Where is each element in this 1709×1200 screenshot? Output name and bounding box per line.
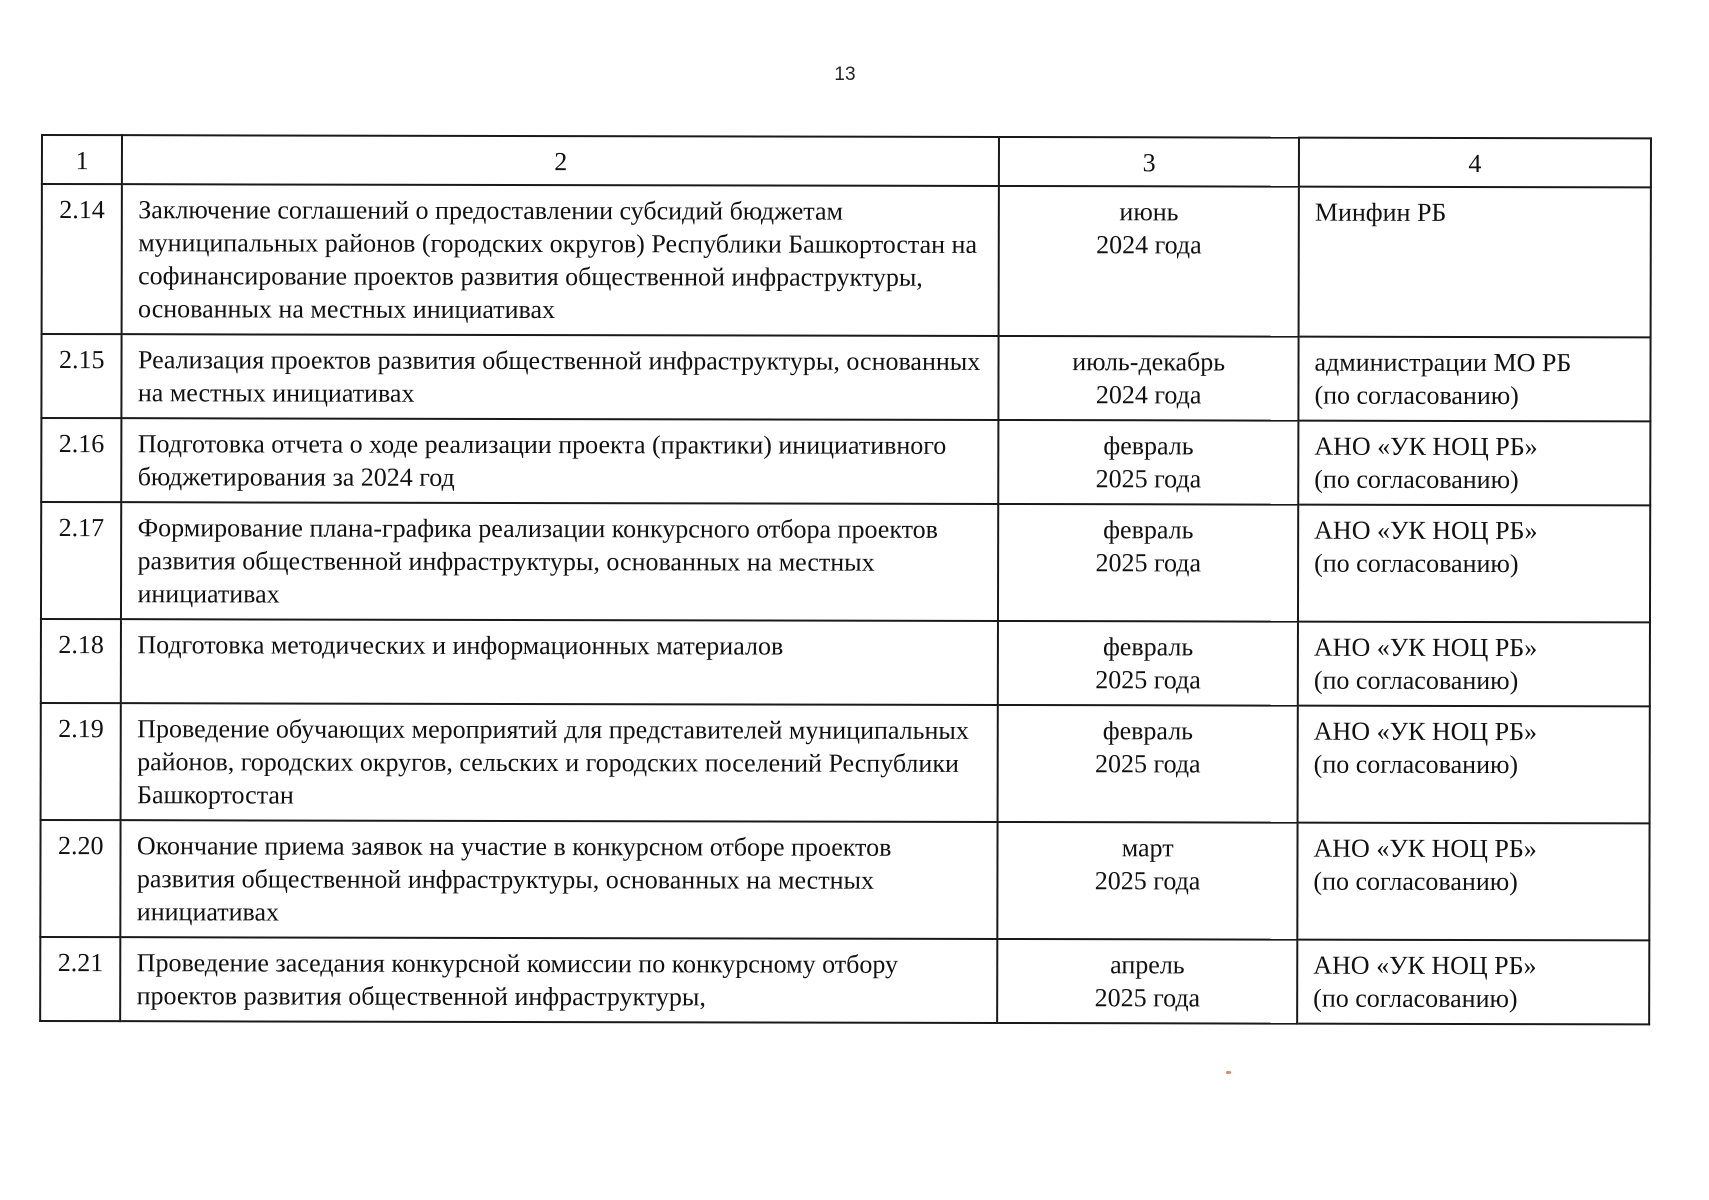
row-number: 2.15 [41,334,122,418]
column-header-task: 2 [122,135,999,186]
term-month: апрель [1110,950,1185,980]
responsible-note: (по согласованию) [1313,866,1518,897]
row-responsible [1298,337,1650,422]
term-year: 2025 года [1094,983,1201,1013]
page-number: 13 [834,64,856,85]
table-row [40,937,1649,1024]
row-responsible [1298,505,1650,623]
responsible-name: АНО «УК НОЦ РБ» [1314,515,1538,546]
row-task: Реализация проектов развития общественной инфраструктуры, основанных на местных инициативах [122,334,999,420]
term-month: февраль [1102,716,1194,746]
row-number: 2.21 [40,937,121,1021]
term-year: 2025 года [1095,749,1201,779]
row-task: Подготовка отчета о ходе реализации проекта (практики) инициативного бюджетирования за 2024 год [122,418,999,504]
row-responsible [1297,823,1649,941]
term-year: 2025 года [1094,866,1201,896]
row-responsible [1297,940,1649,1025]
term-month: февраль [1103,431,1194,461]
term-month: июнь [1119,197,1179,227]
column-header-number: 1 [42,135,123,184]
row-task: Заключение соглашений о предоставлении субсидий бюджетам муниципальных районов (городских округов) Республики Башкортостан на софинансирование проектов развития общественной инфраструктуры, основанных на местных инициативах [122,184,999,336]
row-number: 2.18 [41,619,122,703]
responsible-name: АНО «УК НОЦ РБ» [1313,833,1537,864]
row-task: Окончание приема заявок на участие в конкурсном отборе проектов развития общественной инфраструктуры, основанных на местных инициативах [121,820,998,939]
row-term [999,420,1299,505]
row-number: 2.14 [42,184,123,334]
row-number: 2.17 [41,502,122,619]
term-month: февраль [1102,632,1194,662]
table-header-row [42,135,1651,187]
row-task: Формирование плана-графика реализации конкурсного отбора проектов развития общественной инфраструктуры, основанных на местных инициативах [121,502,998,621]
responsible-name: АНО «УК НОЦ РБ» [1314,431,1538,462]
row-term [998,621,1298,706]
row-term [998,822,1298,940]
column-header-term: 3 [999,137,1299,187]
row-term [997,939,1297,1024]
row-term [999,186,1299,337]
term-month: февраль [1103,515,1194,545]
scan-artifact [1226,1071,1231,1074]
term-year: 2025 года [1095,464,1202,494]
row-task: Подготовка методических и информационных материалов [121,619,998,705]
table-row [41,334,1650,421]
row-term [998,705,1298,823]
table-row [40,820,1649,940]
row-term [999,336,1299,421]
responsible-name: АНО «УК НОЦ РБ» [1313,716,1538,747]
table-row [41,703,1650,823]
row-term [998,504,1298,622]
responsible-name: Минфин РБ [1314,197,1447,227]
term-month: март [1121,833,1174,863]
term-year: 2024 года [1096,230,1202,260]
row-responsible [1298,706,1650,824]
plan-table [39,134,1652,1025]
table-row [41,502,1650,622]
responsible-name: АНО «УК НОЦ РБ» [1313,632,1538,663]
row-number: 2.20 [40,820,121,937]
responsible-note: (по согласованию) [1313,665,1519,696]
responsible-note: (по согласованию) [1313,983,1518,1014]
row-number: 2.19 [41,703,122,820]
term-year: 2025 года [1095,665,1201,695]
row-task: Проведение заседания конкурсной комиссии по конкурсному отбору проектов развития общественной инфраструктуры, [121,937,998,1023]
responsible-name: администрации МО РБ [1314,347,1572,378]
row-responsible [1299,187,1651,338]
row-task: Проведение обучающих мероприятий для представителей муниципальных районов, городских округов, сельских и городских поселений Республики Башкортостан [121,703,998,822]
responsible-note: (по согласованию) [1314,380,1519,411]
row-responsible [1298,421,1650,506]
term-year: 2024 года [1095,380,1202,410]
responsible-note: (по согласованию) [1314,548,1519,579]
responsible-note: (по согласованию) [1313,749,1519,780]
responsible-note: (по согласованию) [1314,464,1519,495]
row-responsible [1298,622,1650,707]
responsible-name: АНО «УК НОЦ РБ» [1313,950,1537,981]
row-number: 2.16 [41,418,122,502]
column-header-responsible: 4 [1299,138,1651,188]
term-month: июль-декабрь [1072,347,1226,377]
table-row [41,619,1650,706]
table-row [41,418,1650,505]
table-row [42,184,1651,337]
term-year: 2025 года [1095,548,1202,578]
